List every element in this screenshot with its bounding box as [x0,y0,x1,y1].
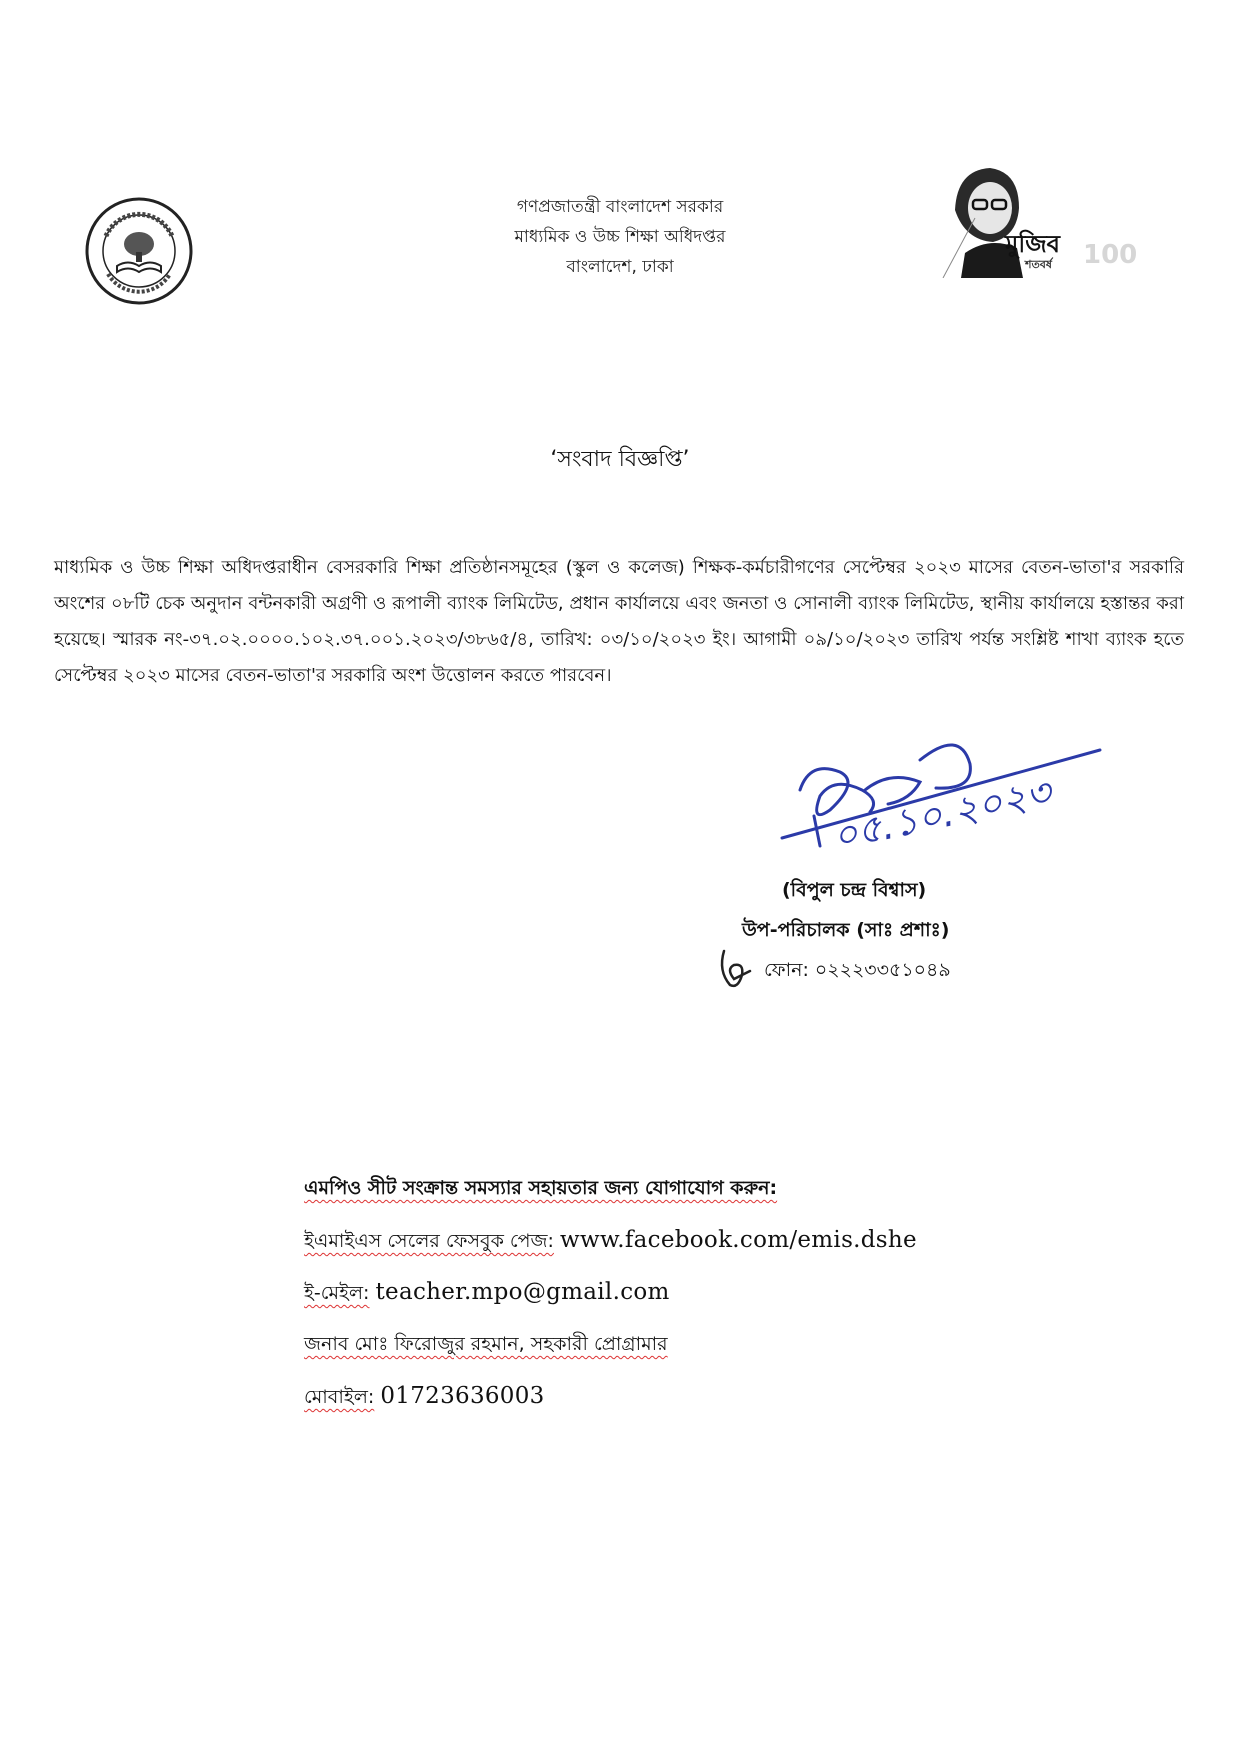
header-line-1: গণপ্রজাতন্ত্রী বাংলাদেশ সরকার [516,197,724,217]
contact-person: জনাব মোঃ ফিরোজুর রহমান, সহকারী প্রোগ্রামার [304,1333,668,1355]
email-label: ই-মেইল: [304,1282,370,1304]
signer-name: (বিপুল চন্দ্র বিশ্বাস) [782,879,927,901]
signer-block [740,870,1000,990]
initial-mark-icon [716,945,756,991]
logo-text: মুজিব [1005,230,1061,258]
contact-heading [304,1162,1124,1214]
signer-phone: ফোন: ০২২২৩৩৫১০৪৯ [764,959,951,981]
notice-body: মাধ্যমিক ও উচ্চ শিক্ষা অধিদপ্তরাধীন বেসরকারি শিক্ষা প্রতিষ্ঠানসমূহের (স্কুল ও কলেজ) শিক্ষক-কর্মচারীগণের সেপ্টেম্বর ২০২৩ মাসের বেতন-ভাতা'র সরকারি অংশের ০৮টি চেক অনুদান বন্টনকারী অগ্রণী ও রূপালী ব্যাংক লিমিটেড, প্রধান কার্যালয়ে এবং জনতা ও সোনালী ব্যাংক লিমিটেড, স্থানীয় কার্যালয়ে হস্তান্তর করা হয়েছে। স্মারক নং-৩৭.০২.০০০০.১০২.৩৭.০০১.২০২৩/৩৮৬৫/৪, তারিখ: ০৩/১০/২০২৩ ইং। আগামী ০৯/১০/২০২৩ তারিখ পর্যন্ত সংশ্লিষ্ট শাখা ব্যাংক হতে সেপ্টেম্বর ২০২৩ মাসের বেতন-ভাতা'র সরকারি অংশ উত্তোলন করতে পারবেন। [54,557,1184,686]
mobile-label: মোবাইল: [304,1386,375,1408]
page-title: ‘সংবাদ বিজ্ঞপ্তি’ [550,447,690,472]
logo-number: 100 [1083,240,1138,270]
logo-subtext: শতবর্ষ [1025,258,1052,271]
signer-designation: উপ-পরিচালক (সাঃ প্রশাঃ) [742,919,950,941]
mujib-centenary-logo [935,158,1138,278]
mobile-number[interactable]: 01723636003 [380,1383,545,1409]
contact-heading-text: এমপিও সীট সংক্রান্ত সমস্যার সহায়তার জন্য যোগাযোগ করুন: [304,1177,778,1199]
contact-block [304,1162,1124,1422]
signature-mark [770,720,1150,870]
contact-person-row [304,1318,1124,1370]
email-link[interactable]: teacher.mpo@gmail.com [375,1279,670,1305]
mobile-row [304,1370,1124,1422]
email-row [304,1266,1124,1318]
facebook-row [304,1214,1124,1266]
facebook-link[interactable]: www.facebook.com/emis.dshe [559,1227,917,1253]
header-line-2: মাধ্যমিক ও উচ্চ শিক্ষা অধিদপ্তর [514,227,726,247]
signature-date: ০৫.১০.২০২৩ [828,769,1055,859]
seal-icon [84,196,194,306]
government-header [400,192,840,282]
header-line-3: বাংলাদেশ, ঢাকা [566,257,674,277]
facebook-label: ইএমাইএস সেলের ফেসবুক পেজ: [304,1230,554,1252]
